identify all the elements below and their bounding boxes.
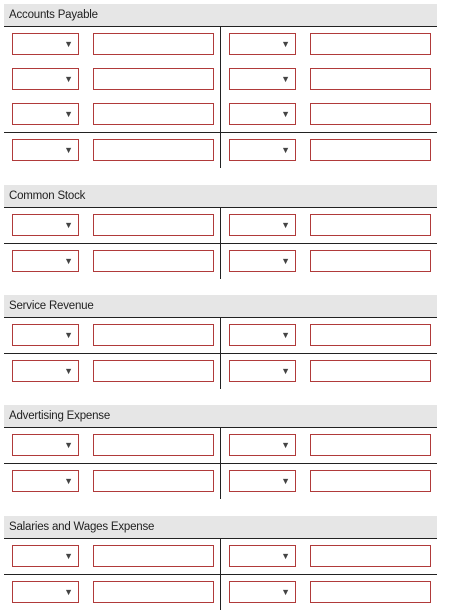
chevron-down-icon: ▼	[281, 256, 290, 266]
credit-balance-input[interactable]	[310, 581, 431, 603]
credit-balance-input[interactable]	[310, 470, 431, 492]
chevron-down-icon: ▼	[64, 551, 73, 561]
credit-account-select[interactable]	[229, 103, 296, 125]
debit-balance-input[interactable]	[93, 360, 214, 382]
credit-amount-input[interactable]	[310, 434, 431, 456]
t-account-body	[4, 208, 437, 244]
credit-balance-select[interactable]	[229, 581, 296, 603]
credit-amount-input[interactable]	[310, 545, 431, 567]
debit-amount-input[interactable]	[93, 33, 214, 55]
credit-account-select[interactable]	[229, 33, 296, 55]
chevron-down-icon: ▼	[281, 109, 290, 119]
debit-amount-input[interactable]	[93, 434, 214, 456]
chevron-down-icon: ▼	[64, 587, 73, 597]
debit-account-select[interactable]	[12, 33, 79, 55]
debit-balance-select[interactable]	[12, 470, 79, 492]
debit-account-select[interactable]	[12, 214, 79, 236]
chevron-down-icon: ▼	[64, 109, 73, 119]
chevron-down-icon: ▼	[64, 145, 73, 155]
chevron-down-icon: ▼	[281, 74, 290, 84]
t-account-advertising-expense	[4, 405, 437, 499]
chevron-down-icon: ▼	[64, 476, 73, 486]
chevron-down-icon: ▼	[64, 220, 73, 230]
chevron-down-icon: ▼	[281, 220, 290, 230]
debit-amount-input[interactable]	[93, 103, 214, 125]
credit-account-select[interactable]	[229, 434, 296, 456]
debit-amount-input[interactable]	[93, 545, 214, 567]
credit-balance-input[interactable]	[310, 250, 431, 272]
debit-balance-select[interactable]	[12, 581, 79, 603]
credit-account-select[interactable]	[229, 324, 296, 346]
credit-account-select[interactable]	[229, 214, 296, 236]
debit-balance-input[interactable]	[93, 581, 214, 603]
credit-balance-select[interactable]	[229, 470, 296, 492]
t-account-body	[4, 27, 437, 133]
t-account-title: Accounts Payable	[4, 4, 437, 27]
credit-account-select[interactable]	[229, 545, 296, 567]
debit-account-select[interactable]	[12, 434, 79, 456]
t-account-title: Service Revenue	[4, 295, 437, 318]
chevron-down-icon: ▼	[64, 366, 73, 376]
chevron-down-icon: ▼	[281, 476, 290, 486]
debit-account-select[interactable]	[12, 68, 79, 90]
debit-account-select[interactable]	[12, 545, 79, 567]
chevron-down-icon: ▼	[281, 440, 290, 450]
credit-amount-input[interactable]	[310, 103, 431, 125]
credit-balance-select[interactable]	[229, 250, 296, 272]
balance-row	[4, 575, 437, 610]
balance-row	[4, 464, 437, 499]
chevron-down-icon: ▼	[281, 587, 290, 597]
t-account-body	[4, 428, 437, 464]
debit-amount-input[interactable]	[93, 324, 214, 346]
debit-amount-input[interactable]	[93, 214, 214, 236]
credit-balance-input[interactable]	[310, 360, 431, 382]
chevron-down-icon: ▼	[64, 74, 73, 84]
debit-balance-select[interactable]	[12, 250, 79, 272]
chevron-down-icon: ▼	[281, 551, 290, 561]
chevron-down-icon: ▼	[281, 145, 290, 155]
t-account-body	[4, 318, 437, 354]
t-account-title: Common Stock	[4, 185, 437, 208]
debit-balance-input[interactable]	[93, 250, 214, 272]
balance-row	[4, 133, 437, 168]
t-account-accounts-payable	[4, 4, 437, 168]
chevron-down-icon: ▼	[281, 366, 290, 376]
balance-row	[4, 244, 437, 279]
credit-balance-input[interactable]	[310, 139, 431, 161]
chevron-down-icon: ▼	[281, 39, 290, 49]
debit-balance-input[interactable]	[93, 470, 214, 492]
credit-account-select[interactable]	[229, 68, 296, 90]
t-account-service-revenue	[4, 295, 437, 389]
chevron-down-icon: ▼	[64, 256, 73, 266]
debit-balance-input[interactable]	[93, 139, 214, 161]
t-account-common-stock	[4, 185, 437, 279]
chevron-down-icon: ▼	[64, 39, 73, 49]
t-account-title: Salaries and Wages Expense	[4, 516, 437, 539]
credit-amount-input[interactable]	[310, 214, 431, 236]
debit-amount-input[interactable]	[93, 68, 214, 90]
balance-row	[4, 354, 437, 389]
debit-balance-select[interactable]	[12, 139, 79, 161]
credit-amount-input[interactable]	[310, 33, 431, 55]
credit-amount-input[interactable]	[310, 324, 431, 346]
debit-balance-select[interactable]	[12, 360, 79, 382]
chevron-down-icon: ▼	[64, 330, 73, 340]
credit-balance-select[interactable]	[229, 360, 296, 382]
chevron-down-icon: ▼	[64, 440, 73, 450]
t-account-body	[4, 539, 437, 575]
credit-amount-input[interactable]	[310, 68, 431, 90]
chevron-down-icon: ▼	[281, 330, 290, 340]
debit-account-select[interactable]	[12, 103, 79, 125]
credit-balance-select[interactable]	[229, 139, 296, 161]
t-account-salaries-and-wages-expense	[4, 516, 437, 610]
debit-account-select[interactable]	[12, 324, 79, 346]
t-account-title: Advertising Expense	[4, 405, 437, 428]
